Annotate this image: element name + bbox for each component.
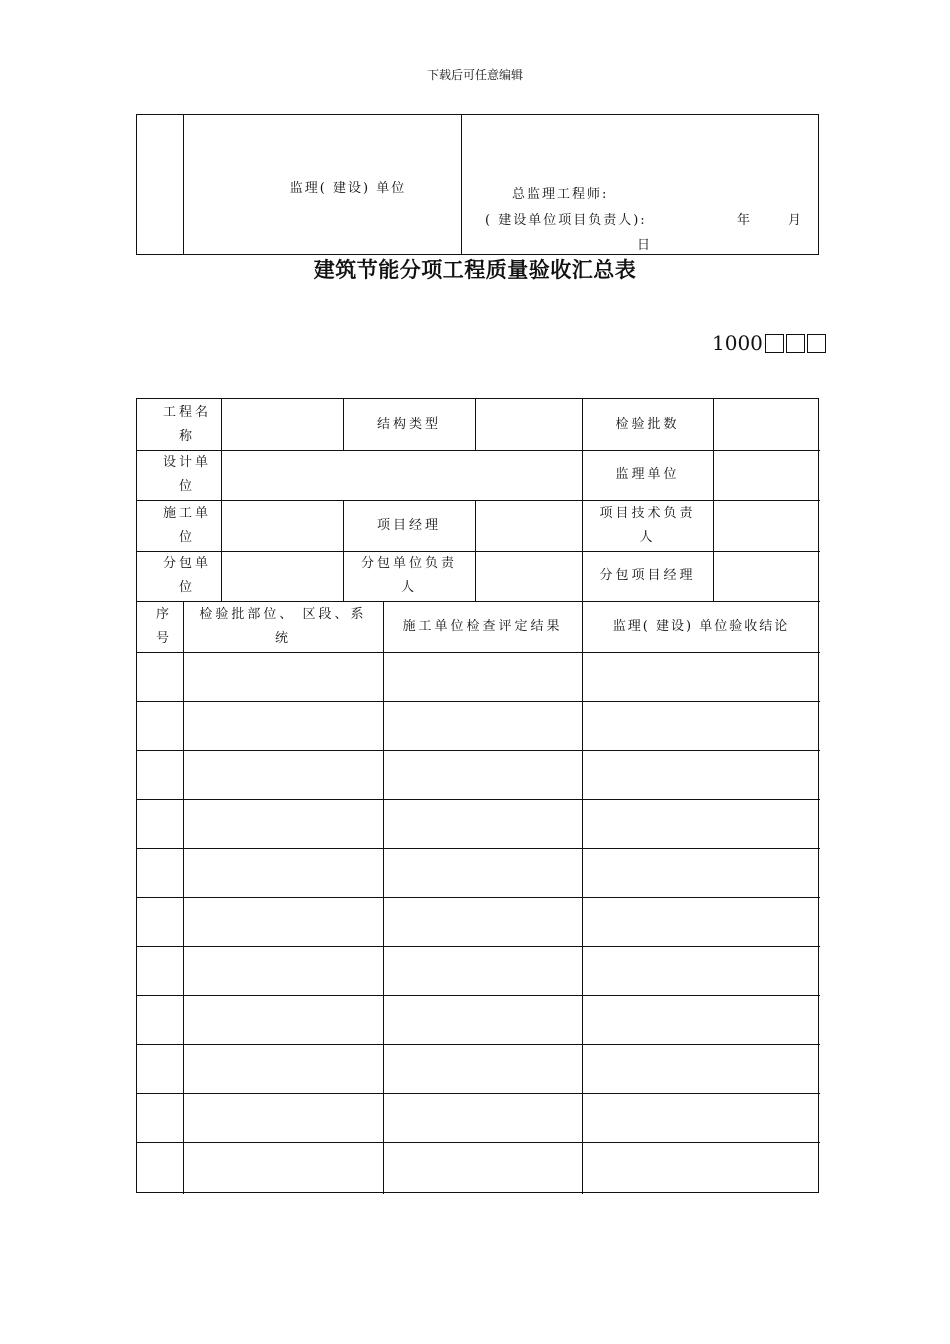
form-code	[712, 331, 826, 355]
row-rule	[137, 551, 820, 552]
supervisor-unit-label: 监理( 建设) 单位	[289, 181, 407, 196]
col-rule	[475, 399, 476, 450]
project-manager-label: 项目经理	[376, 517, 441, 533]
row-rule	[137, 1142, 820, 1143]
form-title: 建筑节能分项工程质量验收汇总表	[313, 258, 637, 282]
code-box	[807, 334, 826, 353]
month-label: 月	[788, 213, 802, 228]
col-rule	[221, 399, 222, 601]
tech-lead-label: 项目技术负责人	[599, 505, 696, 545]
row-rule	[137, 652, 820, 653]
construction-unit-label: 施工单位	[162, 505, 211, 545]
batch-count-label: 检验批数	[615, 416, 680, 432]
owner-rep-label: ( 建设单位项目负责人):	[485, 213, 647, 228]
contractor-result-header: 施工单位检查评定结果	[402, 618, 563, 634]
summary-table	[136, 398, 819, 1193]
code-box	[765, 334, 784, 353]
col-rule	[383, 601, 384, 1194]
row-rule	[137, 750, 820, 751]
row-rule	[137, 799, 820, 800]
supervision-unit-label: 监理单位	[615, 467, 680, 482]
col-rule	[713, 399, 714, 601]
row-rule	[137, 995, 820, 996]
seq-header: 序号	[155, 606, 172, 646]
form-code-prefix: 1000	[712, 331, 763, 355]
subcontract-unit-label: 分包单位	[162, 556, 211, 595]
row-rule	[137, 701, 820, 702]
subcontract-pm-label: 分包项目经理	[599, 568, 696, 583]
col-rule	[183, 601, 184, 1194]
row-rule	[137, 946, 820, 947]
subcontract-lead-label: 分包单位负责人	[360, 556, 457, 595]
row-rule	[137, 450, 820, 451]
project-name-label: 工程名称	[162, 404, 211, 444]
design-unit-label: 设计单位	[162, 455, 211, 494]
structure-type-label: 结构类型	[376, 416, 441, 432]
chief-engineer-label: 总监理工程师:	[512, 187, 609, 202]
row-rule	[137, 500, 820, 501]
signature-table	[136, 114, 819, 255]
row-rule	[137, 848, 820, 849]
code-box	[786, 334, 805, 353]
year-label: 年	[737, 213, 751, 228]
col-rule	[582, 601, 583, 1194]
row-rule	[137, 1093, 820, 1094]
header-note: 下载后可任意编辑	[426, 68, 523, 82]
supervisor-conclusion-header: 监理( 建设) 单位验收结论	[612, 618, 790, 634]
table-divider	[183, 115, 184, 254]
row-rule	[137, 1044, 820, 1045]
row-rule	[137, 897, 820, 898]
location-header: 检验批部位、 区段、系统	[199, 606, 367, 646]
col-rule	[475, 500, 476, 601]
day-label: 日	[637, 238, 651, 253]
